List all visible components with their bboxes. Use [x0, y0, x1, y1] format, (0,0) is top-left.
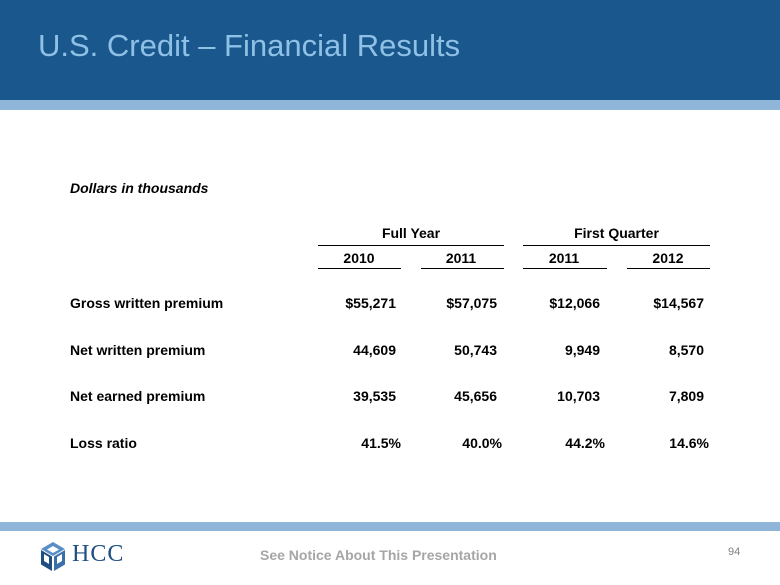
- slide-title: U.S. Credit – Financial Results: [38, 28, 461, 63]
- column-header-2012: 2012: [652, 250, 684, 266]
- column-header-2010: 2010: [343, 250, 375, 266]
- page-number: 94: [728, 546, 741, 558]
- row-label-net-earned-premium: Net earned premium: [70, 388, 206, 404]
- row-label-net-written-premium: Net written premium: [70, 342, 206, 358]
- group-label-full-year: Full Year: [381, 225, 441, 241]
- units-note: Dollars in thousands: [70, 180, 209, 196]
- column-rule-2011-first-quarter: [523, 268, 607, 269]
- row-label-loss-ratio: Loss ratio: [70, 435, 137, 451]
- presentation-notice: See Notice About This Presentation: [260, 547, 497, 563]
- table-cell: 40.0%: [462, 435, 502, 451]
- column-header-2011-first-quarter: 2011: [548, 250, 580, 266]
- table-cell: $14,567: [653, 295, 704, 311]
- column-rule-2012: [627, 268, 710, 269]
- group-rule-full-year: [318, 245, 504, 246]
- table-cell: 41.5%: [361, 435, 401, 451]
- header-stripe: [0, 100, 780, 110]
- logo-text: HCC: [72, 541, 125, 567]
- table-cell: $12,066: [549, 295, 600, 311]
- table-cell: 10,703: [557, 388, 600, 404]
- table-cell: 9,949: [564, 342, 600, 358]
- table-cell: 45,656: [454, 388, 497, 404]
- group-rule-first-quarter: [523, 245, 710, 246]
- row-label-gross-written-premium: Gross written premium: [70, 295, 224, 311]
- table-cell: 7,809: [668, 388, 704, 404]
- group-label-first-quarter: First Quarter: [574, 225, 659, 241]
- table-cell: 44,609: [353, 342, 396, 358]
- table-cell: 50,743: [454, 342, 497, 358]
- column-rule-2011-full-year: [421, 268, 504, 269]
- column-rule-2010: [318, 268, 401, 269]
- table-cell: 44.2%: [565, 435, 605, 451]
- column-header-2011-full-year: 2011: [445, 250, 477, 266]
- table-cell: 8,570: [668, 342, 704, 358]
- table-cell: $57,075: [446, 295, 497, 311]
- table-cell: 14.6%: [669, 435, 709, 451]
- table-cell: $55,271: [345, 295, 396, 311]
- table-cell: 39,535: [353, 388, 396, 404]
- footer-bar: [0, 522, 780, 531]
- hcc-cube-icon: [39, 541, 67, 573]
